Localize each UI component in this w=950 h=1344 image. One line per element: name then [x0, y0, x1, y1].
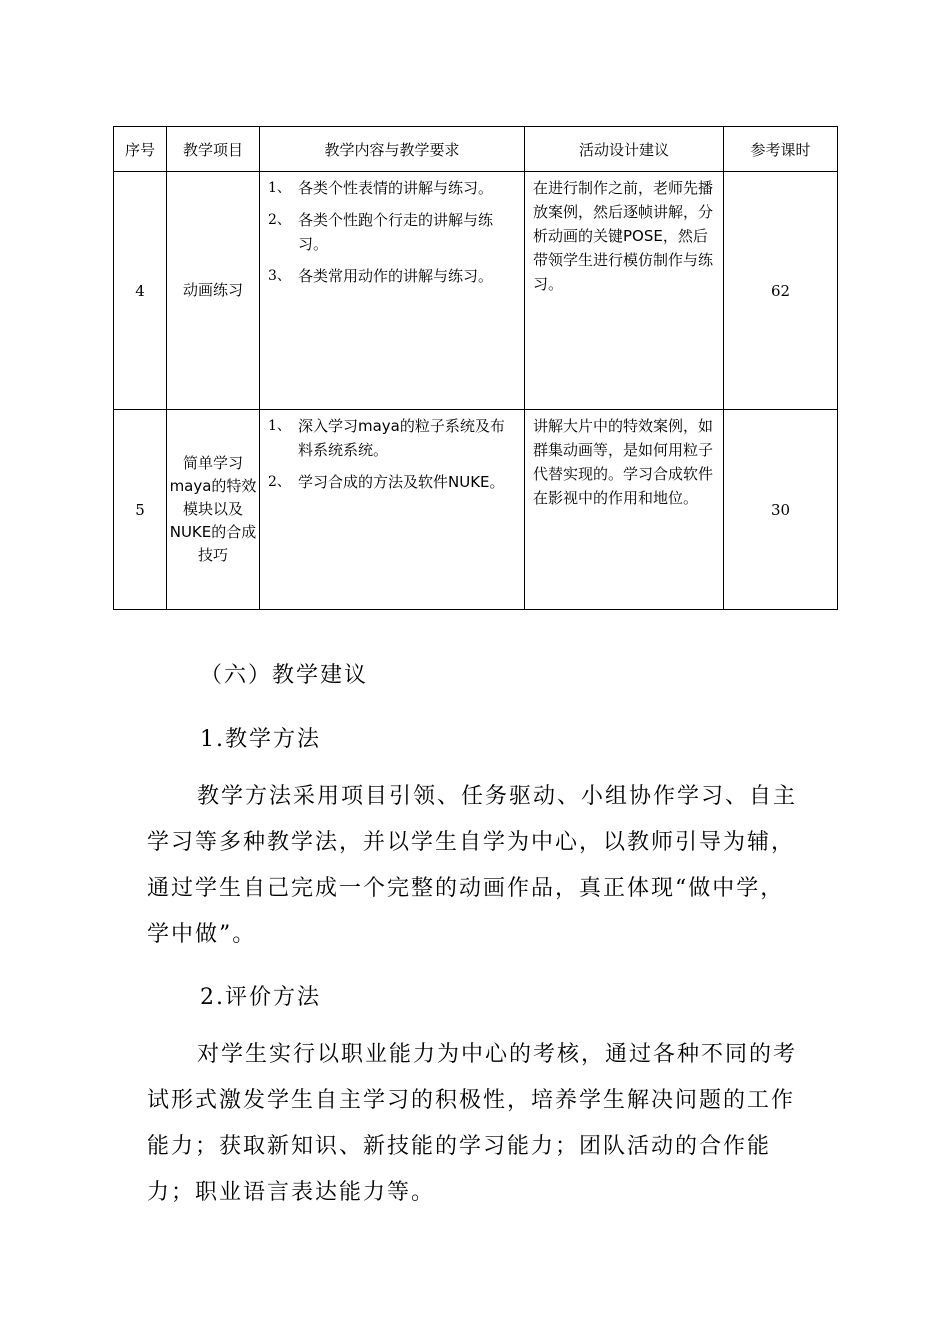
requirement-number: 1、: [268, 418, 291, 434]
row-hours: 30: [724, 410, 838, 610]
header-activity: 活动设计建议: [525, 127, 724, 172]
requirement-text: 深入学习maya的粒子系统及布料系统系统。: [298, 417, 505, 459]
row-hours: 62: [724, 172, 838, 410]
activity-text: 在进行制作之前，老师先播放案例，然后逐帧讲解，分析动画的关键POSE，然后带领学生进行模仿制作与练习。: [533, 179, 714, 293]
requirement-item: [268, 208, 516, 256]
requirement-text: 各类个性跑个行走的讲解与练习。: [298, 211, 494, 253]
table-row: [114, 172, 838, 410]
row-number: 4: [114, 172, 167, 410]
subsection-title-evaluation-method: 2.评价方法: [200, 985, 321, 1010]
header-number: 序号: [114, 127, 167, 172]
row-activity: [525, 410, 724, 610]
paragraph-evaluation-method: 对学生实行以职业能力为中心的考核，通过各种不同的考试形式激发学生自主学习的积极性，培养学生解决问题的工作能力；获取新知识、新技能的学习能力；团队活动的合作能力；职业语言表达能力等。: [147, 1042, 798, 1205]
requirement-item: [268, 264, 516, 288]
course-table: [113, 126, 838, 610]
requirement-item: [268, 176, 516, 200]
requirement-item: [268, 470, 516, 494]
table-header-row: [114, 127, 838, 172]
row-item: 动画练习: [167, 172, 260, 410]
row-activity: [525, 172, 724, 410]
requirement-text: 各类常用动作的讲解与练习。: [298, 267, 494, 285]
requirement-text: 学习合成的方法及软件NUKE。: [298, 473, 505, 491]
table-row: [114, 410, 838, 610]
requirement-item: [268, 414, 516, 462]
activity-text: 讲解大片中的特效案例，如群集动画等，是如何用粒子代替实现的。学习合成软件在影视中的作用和地位。: [533, 417, 714, 507]
row-content: [260, 410, 525, 610]
header-content: 教学内容与教学要求: [260, 127, 525, 172]
requirement-number: 3、: [268, 268, 291, 284]
subsection-title-teaching-method: 1.教学方法: [200, 727, 321, 752]
requirement-number: 2、: [268, 474, 291, 490]
header-item: 教学项目: [167, 127, 260, 172]
section-title: （六）教学建议: [200, 663, 369, 688]
row-number: 5: [114, 410, 167, 610]
requirement-text: 各类个性表情的讲解与练习。: [298, 179, 494, 197]
requirement-number: 2、: [268, 212, 291, 228]
header-hours: 参考课时: [724, 127, 838, 172]
row-item: 简单学习maya的特效模块以及NUKE的合成技巧: [167, 410, 260, 610]
requirement-number: 1、: [268, 180, 291, 196]
paragraph-teaching-method: 教学方法采用项目引领、任务驱动、小组协作学习、自主学习等多种教学法，并以学生自学为中心，以教师引导为辅，通过学生自己完成一个完整的动画作品，真正体现“做中学，学中做”。: [147, 784, 798, 947]
row-content: [260, 172, 525, 410]
